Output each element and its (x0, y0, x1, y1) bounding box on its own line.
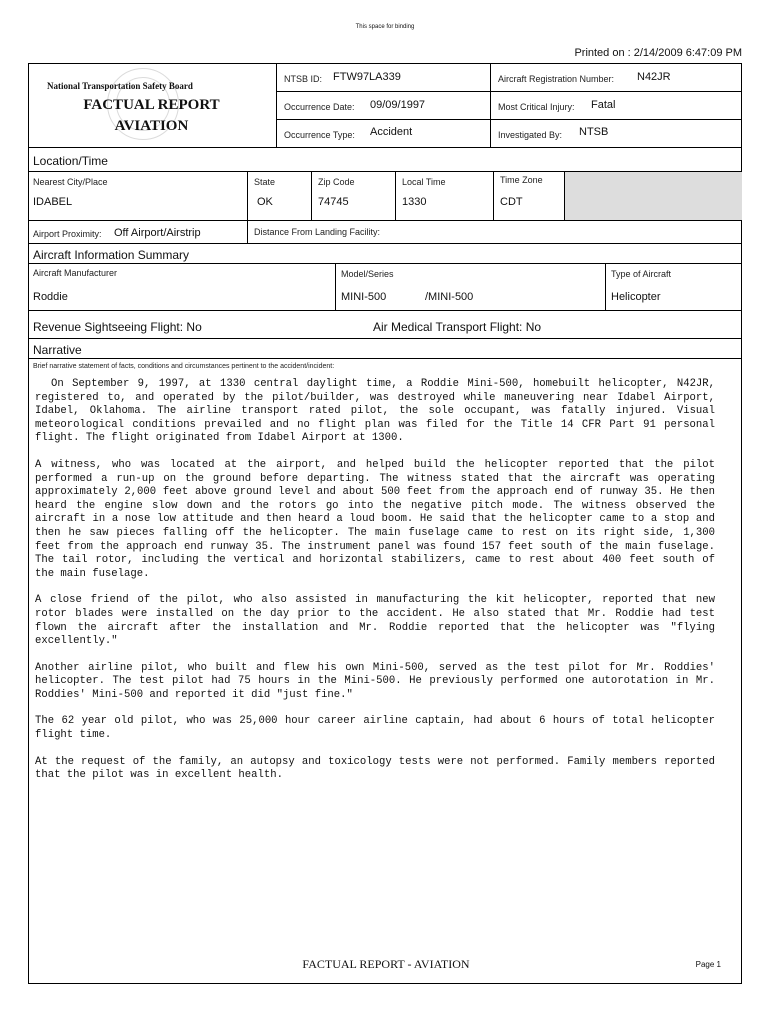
aircraft-type-label: Type of Aircraft (611, 269, 672, 279)
ntsb-id: FTW97LA339 (333, 71, 401, 83)
zip-code: 74745 (318, 196, 349, 208)
nearest-city: IDABEL (33, 196, 73, 208)
page-number: Page 1 (695, 960, 721, 969)
footer-title: FACTUAL REPORT - AVIATION (302, 957, 470, 971)
city-label: Nearest City/Place (33, 177, 108, 187)
investigated-by: NTSB (579, 126, 609, 138)
occurrence-type-label: Occurrence Type: (284, 130, 355, 140)
narrative-paragraph: At the request of the family, an autopsy and toxicology tests were not performed. Family members reported that the pilot was in excellent health. (35, 755, 715, 782)
aircraft-manufacturer: Roddie (33, 291, 68, 303)
narrative-brief-label: Brief narrative statement of facts, conditions and circumstances pertinent to the accident/incident: (33, 363, 335, 370)
board-name: National Transportation Safety Board (47, 81, 193, 91)
narrative-text (35, 378, 715, 796)
time-zone-label: Time Zone (500, 175, 543, 185)
narrative-paragraph: The 62 year old pilot, who was 25,000 hour career airline captain, had about 6 hours of total helicopter flight time. (35, 715, 715, 742)
narrative-paragraph: A witness, who was located at the airport, and helped build the helicopter reported that the pilot performed a run-up on the ground before departing. The witness stated that the aircraft was operating approximately 2,000 feet above ground level and about 500 feet from the approach end of runway 35. He then heard the engine slow down and the rotors go into the negative pitch mode. The witness observed the aircraft in a nose low attitude and then heard a loud boom. He said that the helicopter came to a stop and then he saw pieces falling off the helicopter. The main fuselage came to rest on its right side, 1,300 feet from the approach end runway 35. The instrument panel was found 157 feet south of the main fuselage. The tail rotor, including the vertical and horizontal stabilizers, came to rest about 400 feet south of the main fuselage. (35, 458, 715, 580)
narrative-paragraph: A close friend of the pilot, who also assisted in manufacturing the kit helicopter, reported that new rotor blades were installed on the day prior to the accident. He also stated that Mr. Roddie had test flown the aircraft after the installation and Mr. Roddie reported that the helicopter was "flying excellently." (35, 594, 715, 648)
airport-proximity: Off Airport/Airstrip (114, 227, 201, 239)
report-title: FACTUAL REPORT (83, 97, 220, 113)
local-time: 1330 (402, 196, 427, 208)
report-subtitle: AVIATION (114, 118, 189, 134)
aircraft-type: Helicopter (611, 291, 661, 303)
occurrence-type: Accident (370, 126, 413, 138)
investigated-label: Investigated By: (498, 130, 563, 140)
narrative-paragraph: Another airline pilot, who built and flew his own Mini-500, served as the test pilot for Mr. Roddies' helicopter. The test pilot had 75 hours in the Mini-500. He previously performed one autorotation in Mr. Roddies' Mini-500 and reported it did "just fine." (35, 661, 715, 701)
state-label: State (254, 177, 276, 187)
location-section-title: Location/Time (33, 154, 108, 168)
printed-on: Printed on : 2/14/2009 6:47:09 PM (574, 47, 742, 59)
registration-number: N42JR (637, 71, 671, 83)
narrative-paragraph: On September 9, 1997, at 1330 central daylight time, a Roddie Mini-500, homebuilt helicopter, N42JR, registered to, and operated by the pilot/builder, was destroyed while maneuvering near Idabel Airport, Idabel, Oklahoma. The airline transport rated pilot, the sole occupant, was fatally injured. Visual meteorological conditions prevailed and no flight plan was filed for the Title 14 CFR Part 91 personal flight. The flight originated from Idabel Airport at 1300. (35, 378, 715, 445)
time-zone: CDT (500, 196, 523, 208)
report-form (28, 63, 742, 984)
binding-note: This space for binding (355, 24, 415, 30)
aircraft-section-title: Aircraft Information Summary (33, 248, 190, 262)
most-critical-injury: Fatal (591, 99, 616, 111)
state: OK (257, 196, 273, 208)
distance-label: Distance From Landing Facility: (254, 227, 381, 237)
ntsb-id-label: NTSB ID: (284, 74, 323, 84)
revenue-sightseeing-flight: Revenue Sightseeing Flight: No (33, 320, 202, 334)
narrative-section-title: Narrative (33, 343, 82, 357)
series: /MINI-500 (425, 291, 474, 303)
occurrence-date: 09/09/1997 (370, 99, 426, 111)
proximity-label: Airport Proximity: (33, 229, 102, 239)
occurrence-date-label: Occurrence Date: (284, 102, 355, 112)
manufacturer-label: Aircraft Manufacturer (33, 268, 118, 278)
registration-label: Aircraft Registration Number: (498, 74, 615, 84)
injury-label: Most Critical Injury: (498, 102, 575, 112)
model-label: Model/Series (341, 269, 394, 279)
air-medical-transport-flight: Air Medical Transport Flight: No (373, 320, 542, 334)
zip-label: Zip Code (318, 177, 355, 187)
local-time-label: Local Time (402, 177, 446, 187)
model: MINI-500 (341, 291, 387, 303)
